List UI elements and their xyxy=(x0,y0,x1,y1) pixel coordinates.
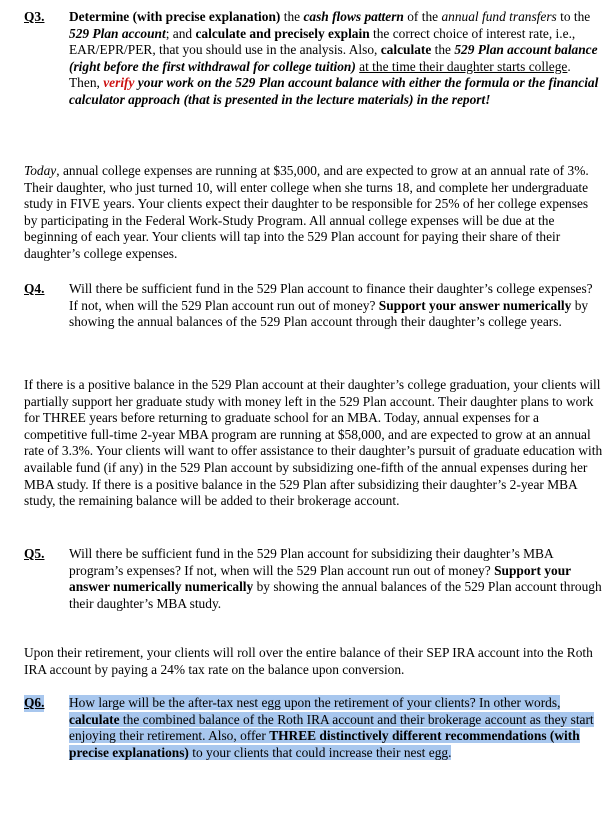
question-body: Will there be sufficient fund in the 529 Plan account to finance their daughter’s college expenses? If not, when will the 529 Plan account run out of money? Support your answer numerically by showing the annual balances of the 529 Plan account through their daughter’s college years. xyxy=(69,281,593,330)
question-number: Q3. xyxy=(24,9,45,24)
question-number: Q5. xyxy=(24,546,45,561)
question-body: Will there be sufficient fund in the 529 Plan account for subsidizing their daughter’s MBA program’s expenses? If not, when will the 529 Plan account run out of money? Support your answer numerically numerically by showing the annual balances of the 529 Plan account through their daughter’s MBA study. xyxy=(69,546,602,611)
question-q4 xyxy=(24,281,604,331)
verify-word: verify xyxy=(103,75,135,91)
question-body: Determine (with precise explanation) the cash flows pattern of the annual fund transfers to the 529 Plan account; and calculate and precisely explain the correct choice of interest rate, i.e., EAR/EPR/PER, that you should use in the analysis. Also, calculate the 529 Plan account balance (right before the first withdrawal for college tuition) at the time their daughter starts college. Then, verify your work on the 529 Plan account balance with either the formula or the financial calculator approach (that is presented in the lecture materials) in the report! xyxy=(69,9,599,107)
question-q3 xyxy=(24,9,604,109)
question-number: Q4. xyxy=(24,281,45,296)
question-body-selected[interactable]: How large will be the after-tax nest egg upon the retirement of your clients? In other words, calculate the combined balance of the Roth IRA account and their brokerage account as they start enjoying their retirement. Also, offer THREE distinctively different recommendations (with precise explanations) to your clients that could increase their nest egg. xyxy=(69,695,594,760)
question-q5 xyxy=(24,546,604,612)
paragraph-mba-plan: If there is a positive balance in the 529 Plan account at their daughter’s college graduation, your clients will partially support her graduate study with money left in the 529 Plan account. Their daughter plans to work for THREE years before returning to graduate school for an MBA. Today, annual expenses for a competitive full-time 2-year MBA program are running at $58,000, and are expected to grow at an annual rate of 3.3%. Your clients will want to offer assistance to their daughter’s pursuit of graduate education with available fund (if any) in the 529 Plan account by subsidizing one-fifth of the annual expenses during her MBA study. If there is a positive balance in the 529 Plan after subsidizing their daughter’s 2-year MBA study, the remaining balance will be added to their brokerage account. xyxy=(24,377,603,509)
paragraph-college-expenses: Today, annual college expenses are running at $35,000, and are expected to grow at an annual rate of 3%. Their daughter, who just turned 10, will enter college when she turns 18, and complete her undergraduate study in FIVE years. Your clients expect their daughter to be responsible for 25% of her college expenses by participating in the Federal Work-Study Program. All annual college expenses will be due at the beginning of each year. Your clients will tap into the 529 Plan account for paying their share of their daughter’s college expenses. xyxy=(24,163,589,261)
paragraph-retirement-rollover: Upon their retirement, your clients will roll over the entire balance of their SEP IRA account into the Roth IRA account by paying a 24% tax rate on the balance upon conversion. xyxy=(24,645,593,677)
question-number: Q6. xyxy=(24,695,45,710)
question-q6[interactable] xyxy=(24,695,604,761)
